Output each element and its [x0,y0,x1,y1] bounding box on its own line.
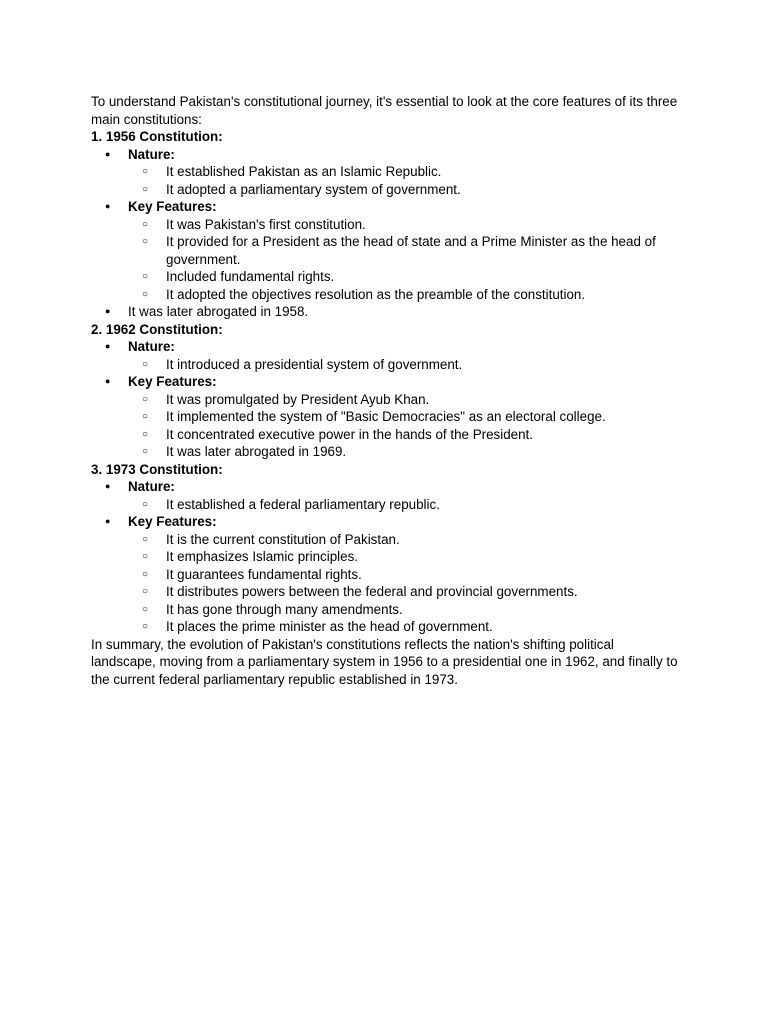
section-title: 3. 1973 Constitution: [91,461,223,477]
list-item: ○ Included fundamental rights. [91,268,681,286]
group-label: Nature: [128,146,175,162]
list-item: ○ It was promulgated by President Ayub Khan. [91,391,681,409]
list-item [91,373,681,461]
list-item: ○ It is the current constitution of Pakistan. [91,531,681,549]
list-item [91,198,681,303]
list-item: ● It was later abrogated in 1958. [91,303,681,321]
list-item: ○ It established a federal parliamentary republic. [91,496,681,514]
list-item: ○ It was later abrogated in 1969. [91,443,681,461]
section-title: 2. 1962 Constitution: [91,321,223,337]
group-label: Key Features: [128,374,217,389]
list-item: ○ It has gone through many amendments. [91,601,681,619]
group-label: Key Features: [128,514,217,529]
sub-bullet-list [128,356,681,374]
section-1956 [91,128,681,321]
list-item [91,338,681,373]
list-item: ○ It provided for a President as the head of state and a Prime Minister as the head of government. [91,233,681,268]
section-title: 1. 1956 Constitution: [91,129,223,144]
sub-bullet-list [128,531,681,636]
list-item: ○ It places the prime minister as the head of government. [91,618,681,636]
list-item: ○ It concentrated executive power in the hands of the President. [91,426,681,444]
list-item: ○ It implemented the system of "Basic Democracies" as an electoral college. [91,408,681,426]
list-item: ○ It distributes powers between the federal and provincial governments. [91,583,681,601]
bullet-list [91,146,681,321]
sub-bullet-list [128,391,681,461]
group-label: Key Features: [128,199,217,214]
section-1962 [91,321,681,461]
list-item: ○ It was Pakistan's first constitution. [91,216,681,234]
list-item [91,513,681,636]
intro-paragraph: To understand Pakistan's constitutional journey, it's essential to look at the core features of its three main constitutions: [91,94,678,127]
group-label: Nature: [128,479,175,494]
list-item: ○ It emphasizes Islamic principles. [91,548,681,566]
sub-bullet-list [128,216,681,304]
list-item: ○ It adopted the objectives resolution as the preamble of the constitution. [91,286,681,304]
list-item: ○ It guarantees fundamental rights. [91,566,681,584]
bullet-list [91,338,681,461]
list-item: ○ It introduced a presidential system of government. [91,356,681,374]
group-label: Nature: [128,339,175,354]
list-item: ○ It adopted a parliamentary system of government. [91,181,681,199]
document-body [91,93,681,688]
sub-bullet-list [128,163,681,198]
bullet-list [91,478,681,636]
section-1973 [91,461,681,636]
sub-bullet-list [128,496,681,514]
list-item: ○ It established Pakistan as an Islamic Republic. [91,163,681,181]
list-item [91,146,681,199]
list-item [91,478,681,513]
summary-paragraph: In summary, the evolution of Pakistan's constitutions reflects the nation's shifting political landscape, moving from a parliamentary system in 1956 to a presidential one in 1962, and finally to the current federal parliamentary republic established in 1973. [91,636,678,687]
